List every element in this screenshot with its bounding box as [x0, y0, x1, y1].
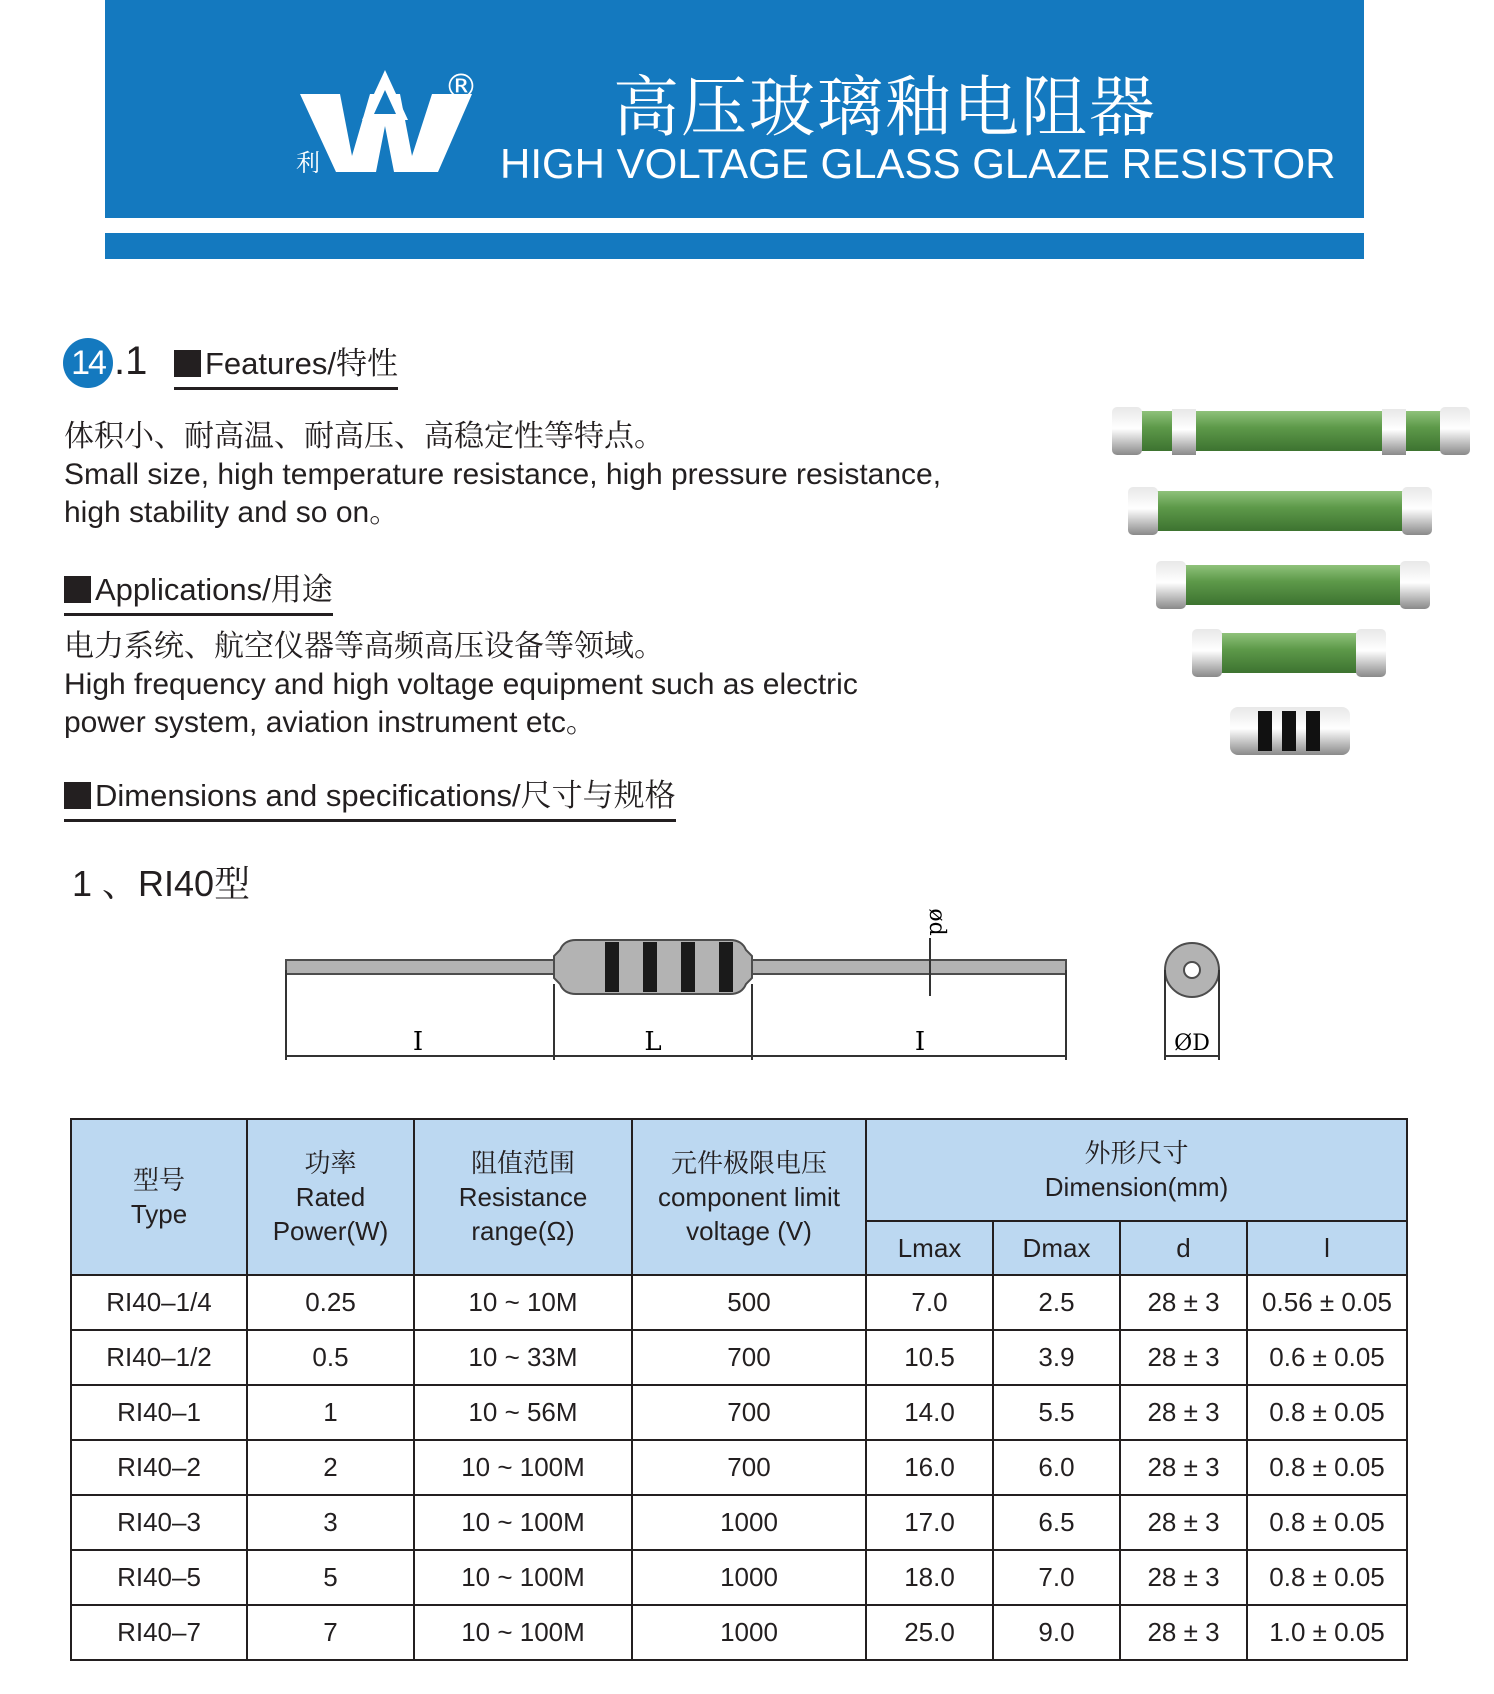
- cell-dmax: 3.9: [993, 1330, 1120, 1385]
- model-heading: 1 、RI40型: [72, 863, 251, 904]
- cell-resistance-range: 10 ~ 100M: [414, 1605, 632, 1660]
- cell-lmax: 17.0: [866, 1495, 993, 1550]
- section-number-suffix: .1: [114, 339, 148, 383]
- cell-limit-voltage: 1000: [632, 1550, 866, 1605]
- cell-resistance-range: 10 ~ 100M: [414, 1440, 632, 1495]
- header-stripe: [105, 233, 1364, 259]
- cell-lmax: 7.0: [866, 1275, 993, 1330]
- applications-text: [64, 628, 858, 742]
- registered-mark: ®: [444, 67, 478, 107]
- header-rated-power: 功率 Rated Power(W): [247, 1119, 414, 1275]
- label-body-length: L: [644, 1027, 662, 1057]
- cell-limit-voltage: 700: [632, 1385, 866, 1440]
- table-row: [71, 1385, 1407, 1440]
- label-lead-length-right: I: [914, 1027, 926, 1057]
- cell-type: RI40–1/4: [71, 1275, 247, 1330]
- label-lead-length-left: I: [412, 1027, 424, 1057]
- square-bullet-icon: [64, 576, 91, 603]
- cell-lead-diameter: 0.56 ± 0.05: [1247, 1275, 1407, 1330]
- cell-limit-voltage: 700: [632, 1330, 866, 1385]
- applications-en-line1: High frequency and high voltage equipment such as electric: [64, 668, 858, 701]
- header-dimension: 外形尺寸 Dimension(mm): [866, 1119, 1407, 1221]
- cell-type: RI40–7: [71, 1605, 247, 1660]
- cell-limit-voltage: 700: [632, 1440, 866, 1495]
- cell-lead-diameter: 0.6 ± 0.05: [1247, 1330, 1407, 1385]
- cell-resistance-range: 10 ~ 33M: [414, 1330, 632, 1385]
- features-en-line2: high stability and so on。: [64, 496, 400, 529]
- cell-limit-voltage: 1000: [632, 1495, 866, 1550]
- cell-lead-length: 28 ± 3: [1120, 1275, 1247, 1330]
- cell-rated-power: 2: [247, 1440, 414, 1495]
- cell-resistance-range: 10 ~ 10M: [414, 1275, 632, 1330]
- cell-rated-power: 5: [247, 1550, 414, 1605]
- company-logo: [296, 64, 486, 194]
- header-lmax: Lmax: [866, 1221, 993, 1275]
- cell-lead-diameter: 0.8 ± 0.05: [1247, 1440, 1407, 1495]
- logo-right-char: 旺: [414, 149, 438, 177]
- cell-lmax: 25.0: [866, 1605, 993, 1660]
- table-row: [71, 1275, 1407, 1330]
- features-en-line1: Small size, high temperature resistance, high pressure resistance,: [64, 458, 942, 491]
- product-photos: [1110, 405, 1470, 765]
- header-l: l: [1247, 1221, 1407, 1275]
- cell-limit-voltage: 1000: [632, 1605, 866, 1660]
- resistor-photo-3: [1156, 561, 1430, 609]
- features-heading: [174, 338, 398, 390]
- applications-heading-text: Applications/用途: [95, 572, 333, 607]
- cell-lead-diameter: 1.0 ± 0.05: [1247, 1605, 1407, 1660]
- applications-cn: 电力系统、航空仪器等高频高压设备等领域。: [64, 630, 664, 663]
- cell-rated-power: 0.25: [247, 1275, 414, 1330]
- header-d: d: [1120, 1221, 1247, 1275]
- specification-table-body: [71, 1275, 1407, 1660]
- cell-dmax: 6.0: [993, 1440, 1120, 1495]
- specification-table: [70, 1118, 1408, 1661]
- label-lead-diameter: ød: [924, 908, 949, 936]
- cell-lead-length: 28 ± 3: [1120, 1550, 1247, 1605]
- cell-dmax: 2.5: [993, 1275, 1120, 1330]
- table-row: [71, 1440, 1407, 1495]
- cell-dmax: 9.0: [993, 1605, 1120, 1660]
- cell-rated-power: 0.5: [247, 1330, 414, 1385]
- cell-lead-diameter: 0.8 ± 0.05: [1247, 1495, 1407, 1550]
- dimensions-heading-text: Dimensions and specifications/尺寸与规格: [95, 778, 676, 813]
- square-bullet-icon: [174, 350, 201, 377]
- applications-heading: [64, 564, 333, 616]
- title-chinese: 高压玻璃釉电阻器: [613, 69, 1157, 146]
- cell-type: RI40–1: [71, 1385, 247, 1440]
- cell-lead-length: 28 ± 3: [1120, 1495, 1247, 1550]
- applications-en-line2: power system, aviation instrument etc。: [64, 706, 596, 739]
- cell-lead-diameter: 0.8 ± 0.05: [1247, 1385, 1407, 1440]
- header-resistance-range: 阻值范围 Resistance range(Ω): [414, 1119, 632, 1275]
- table-row: [71, 1330, 1407, 1385]
- resistor-photo-1: [1112, 407, 1470, 455]
- square-bullet-icon: [64, 782, 91, 809]
- table-row: [71, 1605, 1407, 1660]
- cell-lmax: 10.5: [866, 1330, 993, 1385]
- cell-dmax: 6.5: [993, 1495, 1120, 1550]
- cell-lead-diameter: 0.8 ± 0.05: [1247, 1550, 1407, 1605]
- cell-lmax: 16.0: [866, 1440, 993, 1495]
- cell-lead-length: 28 ± 3: [1120, 1440, 1247, 1495]
- logo-left-char: 利: [296, 149, 320, 177]
- cell-resistance-range: 10 ~ 100M: [414, 1550, 632, 1605]
- header-type: 型号 Type: [71, 1119, 247, 1275]
- title-english: HIGH VOLTAGE GLASS GLAZE RESISTOR: [500, 140, 1336, 187]
- cell-rated-power: 1: [247, 1385, 414, 1440]
- cell-dmax: 5.5: [993, 1385, 1120, 1440]
- cell-lead-length: 28 ± 3: [1120, 1330, 1247, 1385]
- cell-resistance-range: 10 ~ 100M: [414, 1495, 632, 1550]
- section-number-badge: 14: [63, 338, 113, 388]
- cell-lmax: 14.0: [866, 1385, 993, 1440]
- cell-type: RI40–2: [71, 1440, 247, 1495]
- table-row: [71, 1495, 1407, 1550]
- header-limit-voltage: 元件极限电压 component limit voltage (V): [632, 1119, 866, 1275]
- cell-type: RI40–5: [71, 1550, 247, 1605]
- cell-dmax: 7.0: [993, 1550, 1120, 1605]
- resistor-photo-2: [1128, 487, 1432, 535]
- cell-lead-length: 28 ± 3: [1120, 1605, 1247, 1660]
- label-body-diameter: ØD: [1174, 1031, 1210, 1056]
- features-cn: 体积小、耐高温、耐高压、高稳定性等特点。: [64, 420, 664, 453]
- features-heading-text: Features/特性: [205, 346, 398, 381]
- cell-rated-power: 7: [247, 1605, 414, 1660]
- features-text: [64, 418, 941, 532]
- header-dmax: Dmax: [993, 1221, 1120, 1275]
- cell-lmax: 18.0: [866, 1550, 993, 1605]
- cell-lead-length: 28 ± 3: [1120, 1385, 1247, 1440]
- cell-resistance-range: 10 ~ 56M: [414, 1385, 632, 1440]
- cell-type: RI40–3: [71, 1495, 247, 1550]
- table-row: [71, 1550, 1407, 1605]
- dimensions-heading: [64, 770, 676, 822]
- resistor-dimension-diagram: [280, 900, 1280, 1070]
- cell-type: RI40–1/2: [71, 1330, 247, 1385]
- cell-limit-voltage: 500: [632, 1275, 866, 1330]
- resistor-photo-4: [1192, 629, 1386, 677]
- resistor-photo-5: [1230, 707, 1350, 755]
- cell-rated-power: 3: [247, 1495, 414, 1550]
